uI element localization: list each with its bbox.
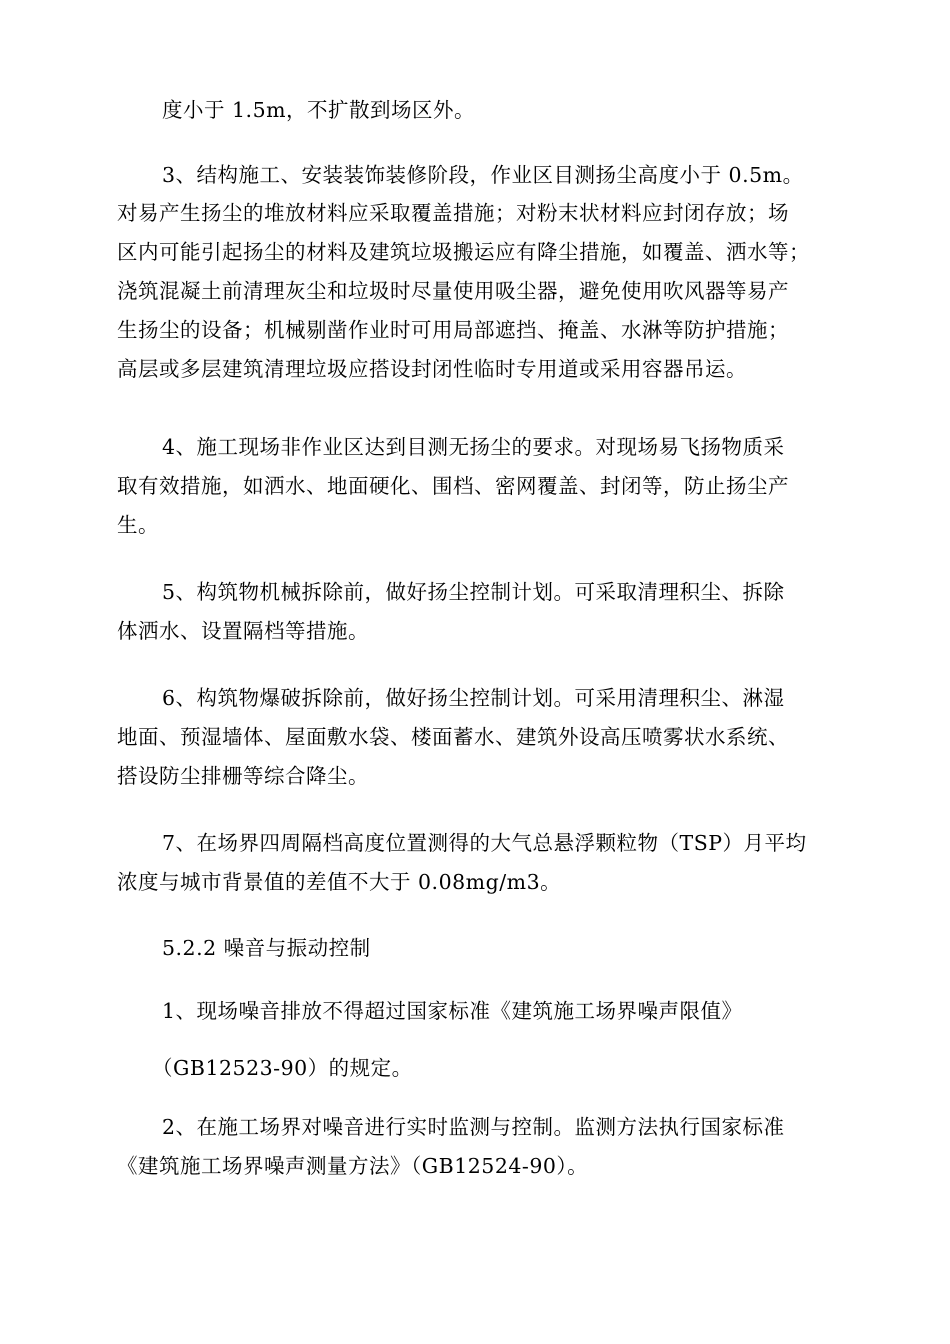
- text-line: 浇筑混凝土前清理灰尘和垃圾时尽量使用吸尘器，避免使用吹风器等易产: [117, 279, 789, 303]
- text-line: 地面、预湿墙体、屋面敷水袋、楼面蓄水、建筑外设高压喷雾状水系统、: [117, 725, 789, 749]
- text-line: 搭设防尘排栅等综合降尘。: [117, 764, 369, 788]
- text-line: 高层或多层建筑清理垃圾应搭设封闭性临时专用道或采用容器吊运。: [117, 357, 747, 381]
- text-line: 6、构筑物爆破拆除前，做好扬尘控制计划。可采用清理积尘、淋湿: [162, 686, 785, 710]
- text-line: 浓度与城市背景值的差值不大于 0.08mg/m3。: [117, 870, 562, 894]
- text-line: 1、现场噪音排放不得超过国家标准《建筑施工场界噪声限值》: [162, 999, 743, 1023]
- text-line: 5、构筑物机械拆除前，做好扬尘控制计划。可采取清理积尘、拆除: [162, 580, 785, 604]
- text-line: 2、在施工场界对噪音进行实时监测与控制。监测方法执行国家标准: [162, 1115, 785, 1139]
- text-line: 4、施工现场非作业区达到目测无扬尘的要求。对现场易飞扬物质采: [162, 435, 785, 459]
- text-line: 区内可能引起扬尘的材料及建筑垃圾搬运应有降尘措施，如覆盖、洒水等；: [117, 240, 810, 264]
- text-line: 度小于 1.5m，不扩散到场区外。: [162, 98, 476, 122]
- text-line: 3、结构施工、安装装饰装修阶段，作业区目测扬尘高度小于 0.5m。: [162, 163, 804, 187]
- text-line: 对易产生扬尘的堆放材料应采取覆盖措施；对粉末状材料应封闭存放；场: [117, 201, 789, 225]
- text-line: 生。: [117, 513, 159, 537]
- section-heading-text: 5.2.2 噪音与振动控制: [162, 936, 371, 960]
- text-line: 7、在场界四周隔档高度位置测得的大气总悬浮颗粒物（TSP）月平均: [162, 831, 807, 855]
- text-line: 取有效措施，如洒水、地面硬化、围档、密网覆盖、封闭等，防止扬尘产: [117, 474, 789, 498]
- text-line: 生扬尘的设备；机械剔凿作业时可用局部遮挡、掩盖、水淋等防护措施；: [117, 318, 789, 342]
- text-line: 体洒水、设置隔档等措施。: [117, 619, 369, 643]
- text-line: 《建筑施工场界噪声测量方法》（GB12524-90）。: [117, 1154, 589, 1178]
- text-line: （GB12523-90）的规定。: [152, 1056, 413, 1080]
